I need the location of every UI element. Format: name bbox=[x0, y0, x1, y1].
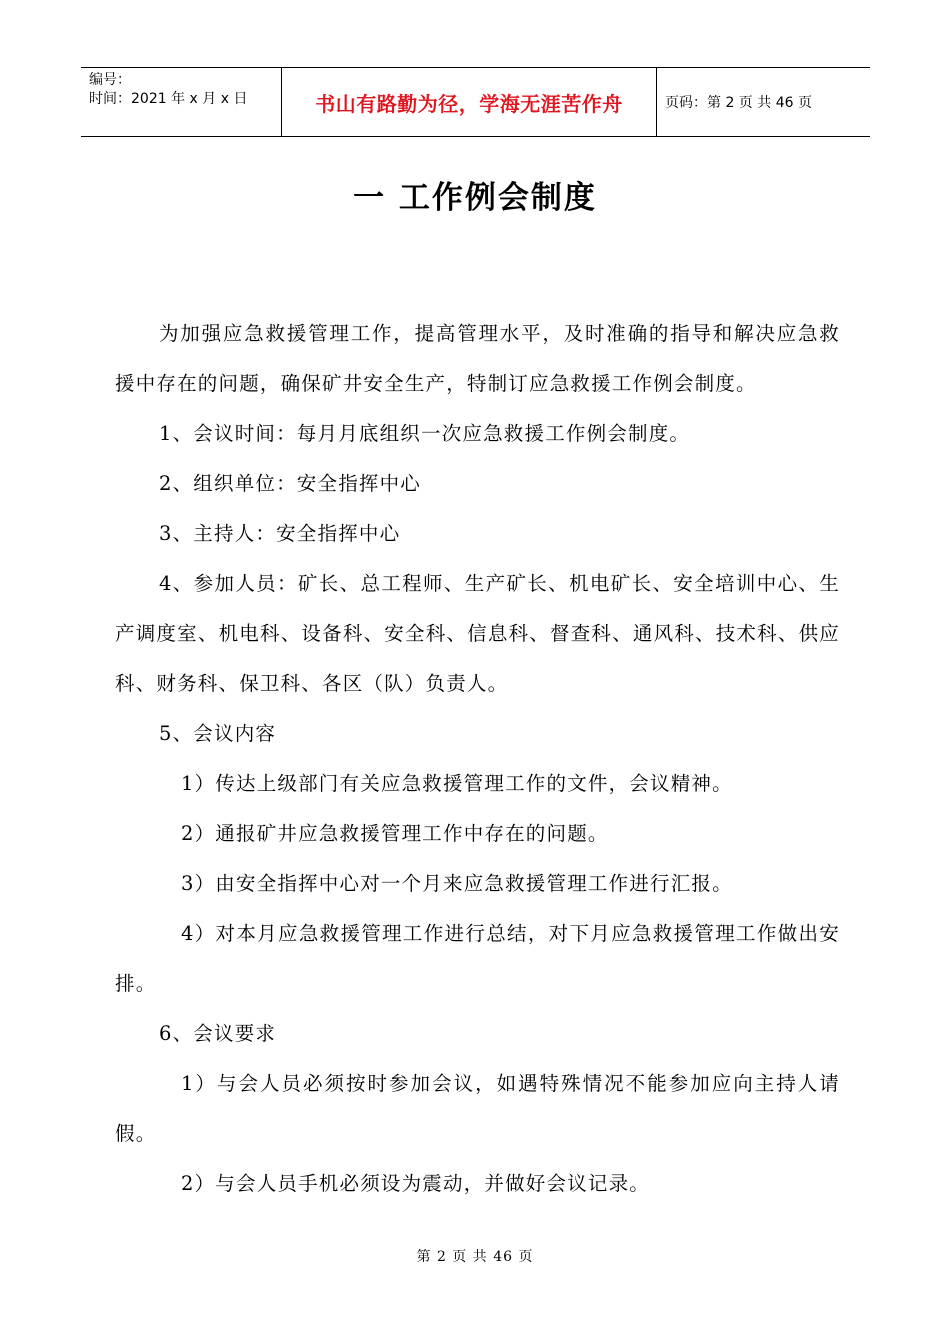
content-subitem-4: 4）对本月应急救援管理工作进行总结，对下月应急救援管理工作做出安排。 bbox=[115, 922, 840, 995]
organizer-item: 2、组织单位：安全指挥中心 bbox=[159, 472, 422, 495]
header-page-code: 页码：第 2 页 共 46 页 bbox=[665, 95, 812, 111]
meeting-content-heading: 5、会议内容 bbox=[159, 722, 277, 745]
header-motto: 书山有路勤为径，学海无涯苦作舟 bbox=[281, 68, 657, 136]
document-title: 一 工作例会制度 bbox=[353, 180, 597, 216]
document-body bbox=[115, 309, 840, 1209]
host-item: 3、主持人：安全指挥中心 bbox=[159, 522, 401, 545]
page-header bbox=[81, 67, 870, 137]
page-footer: 第 2 页 共 46 页 bbox=[416, 1249, 534, 1265]
document-number-label: 编号： bbox=[89, 72, 131, 88]
requirement-subitem-2: 2）与会人员手机必须设为震动，并做好会议记录。 bbox=[181, 1172, 651, 1195]
attendees-item: 4、参加人员：矿长、总工程师、生产矿长、机电矿长、安全培训中心、生产调度室、机电科、设备科、安全科、信息科、督查科、通风科、技术科、供应科、财务科、保卫科、各区（队）负责人。 bbox=[115, 572, 840, 695]
document-date: 时间：2021 年 x 月 x 日 bbox=[89, 91, 248, 107]
content-subitem-3: 3）由安全指挥中心对一个月来应急救援管理工作进行汇报。 bbox=[181, 872, 733, 895]
requirement-subitem-1: 1）与会人员必须按时参加会议，如遇特殊情况不能参加应向主持人请假。 bbox=[115, 1072, 840, 1145]
intro-paragraph: 为加强应急救援管理工作，提高管理水平，及时准确的指导和解决应急救援中存在的问题，确保矿井安全生产，特制订应急救援工作例会制度。 bbox=[115, 322, 840, 395]
meeting-requirements-heading: 6、会议要求 bbox=[159, 1022, 277, 1045]
content-subitem-1: 1）传达上级部门有关应急救援管理工作的文件，会议精神。 bbox=[181, 772, 733, 795]
header-meta bbox=[81, 68, 281, 136]
content-subitem-2: 2）通报矿井应急救援管理工作中存在的问题。 bbox=[181, 822, 609, 845]
meeting-time-item: 1、会议时间：每月月底组织一次应急救援工作例会制度。 bbox=[159, 422, 691, 445]
